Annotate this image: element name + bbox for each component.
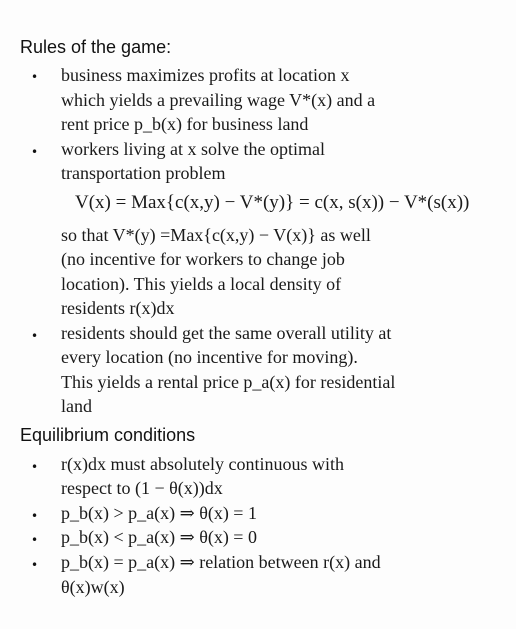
bullet-marker: •: [31, 509, 39, 523]
bullet-marker: •: [31, 329, 39, 343]
rules-heading: Rules of the game:: [20, 37, 172, 57]
rules-item2-after-line2: (no incentive for workers to change job: [61, 249, 345, 269]
equilibrium-item1-line2: respect to (1 − θ(x))dx: [61, 478, 223, 498]
rules-item3-line1: residents should get the same overall utility at: [61, 323, 392, 343]
rules-item2-line1: workers living at x solve the optimal: [61, 139, 325, 159]
rules-item2-after-line1: so that V*(y) =Max{c(x,y) − V(x)} as well: [61, 225, 371, 245]
equilibrium-item4-line2: θ(x)w(x): [61, 577, 125, 597]
rules-item2-equation: V(x) = Max{c(x,y) − V*(y)} = c(x, s(x)) − V*(s(x)): [75, 192, 470, 213]
rules-item2-after-line4: residents r(x)dx: [61, 298, 175, 318]
rules-item1-line3: rent price p_b(x) for business land: [61, 114, 309, 134]
equilibrium-heading: Equilibrium conditions: [20, 425, 196, 445]
rules-item3-line3: This yields a rental price p_a(x) for residential: [61, 372, 396, 392]
equilibrium-item4-line1: p_b(x) = p_a(x) ⇒ relation between r(x) and: [61, 552, 381, 572]
bullet-marker: •: [31, 533, 39, 547]
rules-item2-after-line3: location). This yields a local density of: [61, 274, 342, 294]
bullet-marker: •: [31, 460, 39, 474]
rules-item3-line4: land: [61, 396, 92, 416]
equilibrium-item2-line1: p_b(x) > p_a(x) ⇒ θ(x) = 1: [61, 503, 257, 523]
rules-item2-line2: transportation problem: [61, 163, 226, 183]
bullet-marker: •: [31, 70, 39, 84]
equilibrium-item3-line1: p_b(x) < p_a(x) ⇒ θ(x) = 0: [61, 527, 257, 547]
bullet-marker: •: [31, 145, 39, 159]
bullet-marker: •: [31, 558, 39, 572]
rules-item1-line2: which yields a prevailing wage V*(x) and a: [61, 90, 376, 110]
rules-item1-line1: business maximizes profits at location x: [61, 65, 350, 85]
equilibrium-item1-line1: r(x)dx must absolutely continuous with: [61, 454, 344, 474]
rules-item3-line2: every location (no incentive for moving).: [61, 347, 358, 367]
